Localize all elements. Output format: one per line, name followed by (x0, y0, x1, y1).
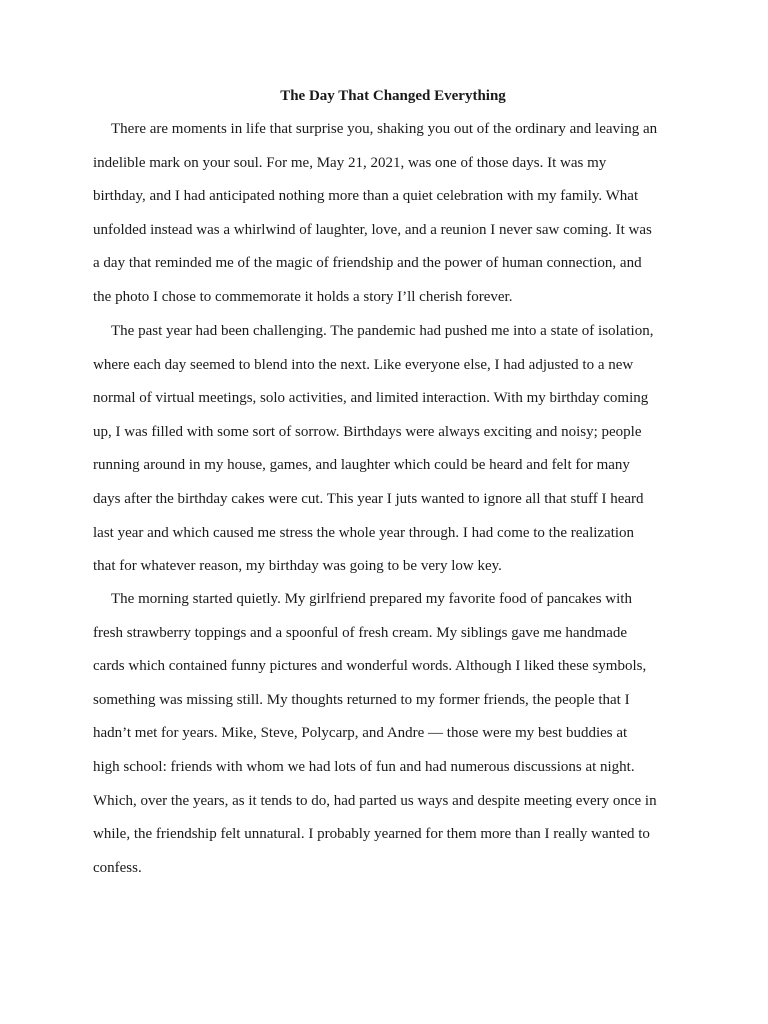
text-line: up, I was filled with some sort of sorrow. Birthdays were always exciting and noisy; people (93, 423, 642, 440)
text-line: running around in my house, games, and laughter which could be heard and felt for many (93, 457, 630, 474)
text-line: hadn’t met for years. Mike, Steve, Polycarp, and Andre — those were my best buddies at (93, 725, 628, 742)
text-line: The morning started quietly. My girlfriend prepared my favorite food of pancakes with (111, 591, 632, 607)
text-line: confess. (93, 859, 142, 876)
text-line: where each day seemed to blend into the next. Like everyone else, I had adjusted to a new (93, 356, 634, 373)
paragraph-intro (93, 120, 683, 322)
text-line: high school: friends with whom we had lots of fun and had numerous discussions at night. (93, 758, 635, 775)
text-line: while, the friendship felt unnatural. I probably yearned for them more than I really wanted to (93, 826, 650, 843)
text-line: cards which contained funny pictures and wonderful words. Although I liked these symbols, (93, 658, 647, 675)
text-line: The past year had been challenging. The pandemic had pushed me into a state of isolation, (111, 323, 654, 339)
text-line: last year and which caused me stress the whole year through. I had come to the realization (93, 524, 635, 541)
document-title: The Day That Changed Everything (280, 88, 506, 104)
text-line: a day that reminded me of the magic of friendship and the power of human connection, and (93, 255, 642, 272)
paragraph-past-year (93, 322, 683, 591)
paragraph-morning (93, 590, 683, 892)
text-line: indelible mark on your soul. For me, May 21, 2021, was one of those days. It was my (93, 154, 607, 171)
text-line: normal of virtual meetings, solo activities, and limited interaction. With my birthday coming (93, 390, 649, 407)
text-line: unfolded instead was a whirlwind of laughter, love, and a reunion I never saw coming. It was (93, 221, 652, 238)
text-line: fresh strawberry toppings and a spoonful of fresh cream. My siblings gave me handmade (93, 624, 628, 641)
text-line: that for whatever reason, my birthday was going to be very low key. (93, 558, 502, 575)
text-line: something was missing still. My thoughts returned to my former friends, the people that I (93, 691, 630, 708)
text-line: There are moments in life that surprise you, shaking you out of the ordinary and leaving an (111, 121, 658, 137)
text-line: Which, over the years, as it tends to do, had parted us ways and despite meeting every once in (93, 792, 657, 809)
text-line: the photo I chose to commemorate it holds a story I’ll cherish forever. (93, 288, 513, 305)
text-line: days after the birthday cakes were cut. This year I juts wanted to ignore all that stuff I heard (93, 490, 644, 507)
text-line: birthday, and I had anticipated nothing more than a quiet celebration with my family. What (93, 188, 639, 205)
